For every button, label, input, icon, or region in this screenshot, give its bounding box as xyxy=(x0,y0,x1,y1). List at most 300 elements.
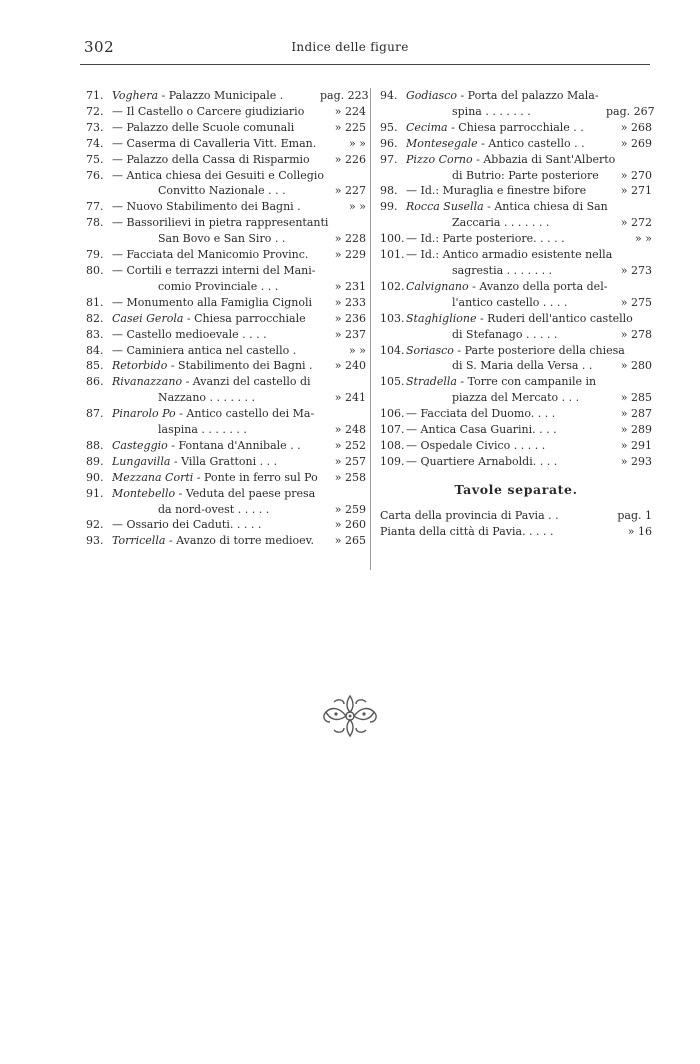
entry-number: 92. xyxy=(86,518,104,532)
entry-text xyxy=(112,517,320,533)
entry-text xyxy=(452,263,606,279)
entry-number: 102. xyxy=(380,279,405,293)
entry-text xyxy=(112,215,366,231)
index-entry xyxy=(86,120,366,136)
entry-line xyxy=(86,247,366,263)
entry-text xyxy=(406,152,652,168)
index-entry xyxy=(86,168,366,200)
entry-description: — Cortili e terrazzi interni del Mani- xyxy=(112,263,316,277)
floral-ornament-icon xyxy=(320,690,380,742)
entry-line xyxy=(380,406,652,422)
index-entry xyxy=(86,88,369,104)
entry-description: - Chiesa parrocchiale xyxy=(183,311,306,325)
entry-description: laspina . . . . . . . xyxy=(158,423,247,437)
entry-text xyxy=(112,295,320,311)
index-entry xyxy=(86,295,366,311)
entry-place-name: Rivanazzano xyxy=(112,375,183,389)
entry-line xyxy=(86,215,366,231)
entry-continuation xyxy=(86,390,366,406)
entry-number: 94. xyxy=(380,89,398,102)
index-entry xyxy=(380,406,652,422)
entry-description: — Ospedale Civico . . . . . xyxy=(406,438,546,452)
entry-description: — Caserma di Cavalleria Vitt. Eman. xyxy=(112,136,317,150)
entry-page-ref: » 241 xyxy=(334,391,366,405)
index-entry xyxy=(86,406,366,438)
index-entry xyxy=(380,183,652,199)
entry-number: 105. xyxy=(380,375,405,389)
entry-text xyxy=(406,247,652,263)
entry-text xyxy=(112,88,320,104)
entry-text xyxy=(406,120,606,136)
entry-description: Nazzano . . . . . . . xyxy=(158,391,255,405)
entry-line xyxy=(86,454,366,470)
entry-line xyxy=(86,358,366,374)
index-entry xyxy=(380,422,652,438)
entry-line xyxy=(86,136,366,152)
entry-text xyxy=(158,390,320,406)
plate-entry xyxy=(380,508,652,524)
entry-text xyxy=(406,422,606,438)
entry-continuation xyxy=(86,183,366,199)
entry-description: — Palazzo delle Scuole comunali xyxy=(112,120,295,134)
entry-description: — Caminiera antica nel castello . xyxy=(112,343,297,357)
entry-description: spina . . . . . . . xyxy=(452,104,531,118)
entry-page-ref: pag. 223 xyxy=(320,89,369,102)
index-entry xyxy=(86,454,366,470)
entry-number: 86. xyxy=(86,375,104,389)
index-entry xyxy=(86,263,366,295)
index-entry xyxy=(86,486,366,518)
entry-line xyxy=(380,152,652,168)
index-entry xyxy=(86,215,366,247)
index-entry xyxy=(86,517,366,533)
entry-line xyxy=(380,199,652,215)
entry-page-ref: » 269 xyxy=(620,136,652,150)
entry-place-name: Voghera xyxy=(112,89,159,102)
entry-description: di S. Maria della Versa . . xyxy=(452,359,593,373)
entry-description: - Chiesa parrocchiale . . xyxy=(447,120,584,134)
entry-number: 108. xyxy=(380,438,405,452)
entry-description: - Stabilimento dei Bagni . xyxy=(167,359,313,373)
index-entry xyxy=(86,374,366,406)
entry-text xyxy=(112,343,320,359)
plates-list xyxy=(380,508,652,540)
entry-page-ref: » 248 xyxy=(334,423,366,437)
entry-description: - Antica chiesa di San xyxy=(483,200,608,214)
entry-description: - Torre con campanile in xyxy=(456,375,597,389)
entry-description: - Avanzo della porta del- xyxy=(468,279,608,293)
entry-continuation xyxy=(380,327,652,343)
entry-page-ref: » 258 xyxy=(334,470,366,484)
entry-description: - Antico castello dei Ma- xyxy=(175,407,315,421)
entry-page-ref: » 231 xyxy=(334,279,366,293)
plate-page-ref: » 16 xyxy=(627,524,652,538)
entry-description: — Antica chiesa dei Gesuiti e Collegio xyxy=(112,168,324,182)
entry-text xyxy=(452,327,606,343)
entry-description: — Bassorilievi in pietra rappresentanti xyxy=(112,216,329,230)
entry-page-ref: » 233 xyxy=(334,295,366,309)
entry-line xyxy=(86,343,366,359)
entry-description: — Antica Casa Guarini. . . . xyxy=(406,423,557,437)
entry-line xyxy=(380,247,652,263)
page-number: 302 xyxy=(84,38,115,56)
entry-description: Convitto Nazionale . . . xyxy=(158,184,286,198)
entry-page-ref: » 280 xyxy=(620,359,652,373)
entry-text xyxy=(112,438,320,454)
index-entry xyxy=(86,247,366,263)
entry-page-ref: » 291 xyxy=(620,438,652,452)
entry-line xyxy=(380,231,652,247)
entry-number: 72. xyxy=(86,104,104,118)
plate-label: Pianta della città di Pavia. . . . . xyxy=(380,524,554,538)
entry-description: - Abbazia di Sant'Alberto xyxy=(472,152,616,166)
entry-page-ref: » 275 xyxy=(620,295,652,309)
right-index-column xyxy=(380,88,655,539)
index-entry xyxy=(380,136,652,152)
entry-number: 85. xyxy=(86,359,104,373)
running-title: Indice delle figure xyxy=(291,40,409,54)
entry-text xyxy=(112,327,320,343)
entry-line xyxy=(380,88,652,104)
entry-text xyxy=(406,311,652,327)
entry-text xyxy=(112,470,320,486)
entry-continuation xyxy=(380,168,652,184)
entry-line xyxy=(86,120,366,136)
entry-line xyxy=(86,88,369,104)
entry-line xyxy=(86,327,366,343)
entry-page-ref: » » xyxy=(349,200,366,214)
index-entry xyxy=(380,88,655,120)
entry-line xyxy=(86,311,366,327)
entry-description: — Il Castello o Carcere giudiziario xyxy=(112,104,305,118)
index-entry xyxy=(86,343,366,359)
entry-text xyxy=(452,390,606,406)
entry-description: - Ponte in ferro sul Po xyxy=(193,470,318,484)
entry-continuation xyxy=(86,279,366,295)
entry-place-name: Montesegale xyxy=(406,136,478,150)
entry-text xyxy=(158,183,320,199)
index-entry xyxy=(86,533,366,549)
entry-page-ref: » 271 xyxy=(620,184,652,198)
entry-place-name: Godiasco xyxy=(406,89,457,102)
index-entry xyxy=(86,358,366,374)
entry-description: - Villa Grattoni . . . xyxy=(170,454,278,468)
plate-entry xyxy=(380,524,652,540)
entry-place-name: Calvignano xyxy=(406,279,469,293)
entry-text xyxy=(112,168,366,184)
index-entry xyxy=(86,136,366,152)
plates-section-title: Tavole separate. xyxy=(454,481,578,497)
entry-text xyxy=(452,215,606,231)
entry-place-name: Stradella xyxy=(406,375,457,389)
entry-number: 81. xyxy=(86,295,104,309)
entry-number: 89. xyxy=(86,454,104,468)
index-entry xyxy=(86,470,366,486)
index-entry xyxy=(86,199,366,215)
entry-number: 93. xyxy=(86,534,104,548)
entry-description: - Fontana d'Annibale . . xyxy=(167,438,301,452)
entry-description: - Avanzo di torre medioev. xyxy=(165,534,315,548)
entry-text xyxy=(112,406,366,422)
entry-description: - Porta del palazzo Mala- xyxy=(456,89,599,102)
entry-text xyxy=(406,374,652,390)
index-entry xyxy=(380,199,652,231)
entry-number: 84. xyxy=(86,343,104,357)
entry-text xyxy=(112,199,320,215)
entry-text xyxy=(158,231,320,247)
entry-description: San Bovo e San Siro . . xyxy=(158,232,286,246)
index-entry xyxy=(86,438,366,454)
entry-page-ref: » 252 xyxy=(334,438,366,452)
entry-page-ref: » » xyxy=(635,232,652,246)
entry-place-name: Lungavilla xyxy=(112,454,171,468)
entry-text xyxy=(406,183,606,199)
entry-description: di Butrio: Parte posteriore xyxy=(452,168,599,182)
entry-line xyxy=(86,486,366,502)
entry-page-ref: » » xyxy=(349,136,366,150)
index-entry xyxy=(380,311,652,343)
entry-number: 99. xyxy=(380,200,398,214)
entry-line xyxy=(86,199,366,215)
entry-line xyxy=(86,438,366,454)
entry-page-ref: » 270 xyxy=(620,168,652,182)
entry-continuation xyxy=(86,231,366,247)
entry-line xyxy=(86,168,366,184)
entry-continuation xyxy=(380,104,655,120)
entry-line xyxy=(380,311,652,327)
entry-number: 77. xyxy=(86,200,104,214)
entry-continuation xyxy=(380,358,652,374)
left-index-column xyxy=(86,88,369,549)
entry-line xyxy=(380,120,652,136)
entry-description: — Id.: Parte posteriore. . . . . xyxy=(406,232,565,246)
entry-text xyxy=(158,422,320,438)
entry-text xyxy=(406,279,652,295)
entry-text xyxy=(406,136,606,152)
entry-line xyxy=(86,517,366,533)
entry-place-name: Staghiglione xyxy=(406,311,477,325)
index-entry xyxy=(380,120,652,136)
entry-page-ref: » 259 xyxy=(334,502,366,516)
entry-continuation xyxy=(380,295,652,311)
entry-line xyxy=(86,406,366,422)
entry-description: — Id.: Muraglia e finestre bifore xyxy=(406,184,587,198)
entry-description: - Antico castello . . xyxy=(477,136,585,150)
entry-description: — Monumento alla Famiglia Cignoli xyxy=(112,295,313,309)
index-entry xyxy=(380,438,652,454)
entry-text xyxy=(112,533,320,549)
entry-page-ref: » » xyxy=(349,343,366,357)
entry-place-name: Cecima xyxy=(406,120,448,134)
column-divider xyxy=(370,88,371,570)
entry-page-ref: » 236 xyxy=(334,311,366,325)
plate-page-ref: pag. 1 xyxy=(617,508,652,522)
entry-page-ref: » 225 xyxy=(334,120,366,134)
entry-place-name: Rocca Susella xyxy=(406,200,484,214)
entry-description: da nord-ovest . . . . . xyxy=(158,502,270,516)
entry-page-ref: » 289 xyxy=(620,423,652,437)
entry-number: 98. xyxy=(380,184,398,198)
entry-number: 104. xyxy=(380,343,405,357)
entry-number: 88. xyxy=(86,438,104,452)
index-entry xyxy=(380,152,652,184)
index-entry xyxy=(86,104,366,120)
entry-page-ref: » 227 xyxy=(334,184,366,198)
entry-page-ref: » 272 xyxy=(620,216,652,230)
entry-text xyxy=(406,88,652,104)
index-entry xyxy=(86,311,366,327)
entry-number: 83. xyxy=(86,327,104,341)
entry-number: 75. xyxy=(86,152,104,166)
entry-text xyxy=(406,199,652,215)
entry-description: - Ruderi dell'antico castello xyxy=(476,311,633,325)
entry-text xyxy=(112,486,366,502)
entry-description: - Veduta del paese presa xyxy=(175,486,316,500)
entry-page-ref: » 224 xyxy=(334,104,366,118)
index-entry xyxy=(380,279,652,311)
entry-line xyxy=(86,533,366,549)
entry-page-ref: » 287 xyxy=(620,407,652,421)
entry-description: - Palazzo Municipale . xyxy=(158,89,284,102)
entry-page-ref: » 257 xyxy=(334,454,366,468)
entry-line xyxy=(86,104,366,120)
entry-number: 78. xyxy=(86,216,104,230)
entry-description: l'antico castello . . . . xyxy=(452,295,568,309)
header-rule xyxy=(80,64,650,65)
entry-continuation xyxy=(86,422,366,438)
entry-line xyxy=(86,295,366,311)
entry-number: 87. xyxy=(86,407,104,421)
entry-description: — Facciata del Duomo. . . . xyxy=(406,407,556,421)
entry-text xyxy=(158,502,320,518)
entry-line xyxy=(380,454,652,470)
entry-line xyxy=(380,438,652,454)
entry-text xyxy=(158,279,320,295)
entry-line xyxy=(380,183,652,199)
entry-number: 91. xyxy=(86,486,104,500)
entry-number: 106. xyxy=(380,407,405,421)
entry-text xyxy=(452,358,606,374)
entry-place-name: Montebello xyxy=(112,486,176,500)
index-entry xyxy=(380,454,652,470)
entry-line xyxy=(86,374,366,390)
entry-text xyxy=(406,454,606,470)
index-entry xyxy=(380,374,652,406)
entry-text xyxy=(112,311,320,327)
entry-continuation xyxy=(380,263,652,279)
entry-place-name: Torricella xyxy=(112,534,166,548)
entry-place-name: Casei Gerola xyxy=(112,311,184,325)
entry-page-ref: » 237 xyxy=(334,327,366,341)
index-entry xyxy=(380,247,652,279)
entry-text xyxy=(406,231,606,247)
entry-place-name: Casteggio xyxy=(112,438,168,452)
entry-line xyxy=(380,279,652,295)
entry-description: piazza del Mercato . . . xyxy=(452,391,580,405)
entry-number: 76. xyxy=(86,168,104,182)
entry-number: 80. xyxy=(86,263,104,277)
entry-line xyxy=(86,470,366,486)
entry-place-name: Pizzo Corno xyxy=(406,152,473,166)
entry-page-ref: » 278 xyxy=(620,327,652,341)
entry-text xyxy=(406,406,606,422)
entry-description: - Avanzi del castello di xyxy=(182,375,311,389)
entry-description: — Id.: Antico armadio esistente nella xyxy=(406,248,613,262)
entry-number: 90. xyxy=(86,470,104,484)
entry-line xyxy=(380,343,652,359)
index-entry xyxy=(86,327,366,343)
entry-text xyxy=(112,120,320,136)
entry-text xyxy=(406,438,606,454)
entry-page-ref: » 260 xyxy=(334,518,366,532)
entry-place-name: Pinarolo Po xyxy=(112,407,176,421)
entry-page-ref: » 285 xyxy=(620,391,652,405)
entry-text xyxy=(112,263,366,279)
entry-text xyxy=(112,136,320,152)
entry-text xyxy=(112,454,320,470)
entry-text xyxy=(112,104,320,120)
entry-number: 109. xyxy=(380,454,405,468)
entry-line xyxy=(380,136,652,152)
entry-page-ref: » 273 xyxy=(620,263,652,277)
entry-page-ref: » 228 xyxy=(334,232,366,246)
entry-page-ref: » 293 xyxy=(620,454,652,468)
entry-continuation xyxy=(380,390,652,406)
entry-number: 95. xyxy=(380,120,398,134)
entry-place-name: Retorbido xyxy=(112,359,168,373)
index-entry xyxy=(380,343,652,375)
entry-description: — Facciata del Manicomio Provinc. xyxy=(112,248,309,262)
entry-page-ref: » 240 xyxy=(334,359,366,373)
entry-description: — Castello medioevale . . . . xyxy=(112,327,267,341)
entry-description: comio Provinciale . . . xyxy=(158,279,279,293)
entry-description: Zaccaria . . . . . . . xyxy=(452,216,550,230)
entry-page-ref: » 229 xyxy=(334,248,366,262)
entry-number: 71. xyxy=(86,89,104,102)
entry-place-name: Mezzana Corti xyxy=(112,470,194,484)
entry-number: 82. xyxy=(86,311,104,325)
entry-page-ref: » 265 xyxy=(334,534,366,548)
entry-number: 97. xyxy=(380,152,398,166)
entry-text xyxy=(452,104,606,120)
entry-continuation xyxy=(86,502,366,518)
entry-line xyxy=(380,374,652,390)
entry-text xyxy=(112,358,320,374)
entry-description: — Ossario dei Caduti. . . . . xyxy=(112,518,262,532)
entry-description: — Nuovo Stabilimento dei Bagni . xyxy=(112,200,301,214)
entry-description: — Palazzo della Cassa di Risparmio xyxy=(112,152,310,166)
entry-number: 107. xyxy=(380,423,405,437)
entry-number: 79. xyxy=(86,248,104,262)
entry-text xyxy=(112,152,320,168)
entry-page-ref: pag. 267 xyxy=(606,104,655,118)
index-entry xyxy=(86,152,366,168)
entry-line xyxy=(380,422,652,438)
entry-text xyxy=(112,247,320,263)
entry-number: 74. xyxy=(86,136,104,150)
entry-line xyxy=(86,263,366,279)
entry-description: di Stefanago . . . . . xyxy=(452,327,558,341)
entry-description: sagrestia . . . . . . . xyxy=(452,263,553,277)
entry-page-ref: » 226 xyxy=(334,152,366,166)
entry-text xyxy=(406,343,652,359)
entry-text xyxy=(452,295,606,311)
entry-number: 100. xyxy=(380,232,405,246)
entry-number: 96. xyxy=(380,136,398,150)
entry-text xyxy=(452,168,606,184)
entry-line xyxy=(86,152,366,168)
entry-page-ref: » 268 xyxy=(620,120,652,134)
